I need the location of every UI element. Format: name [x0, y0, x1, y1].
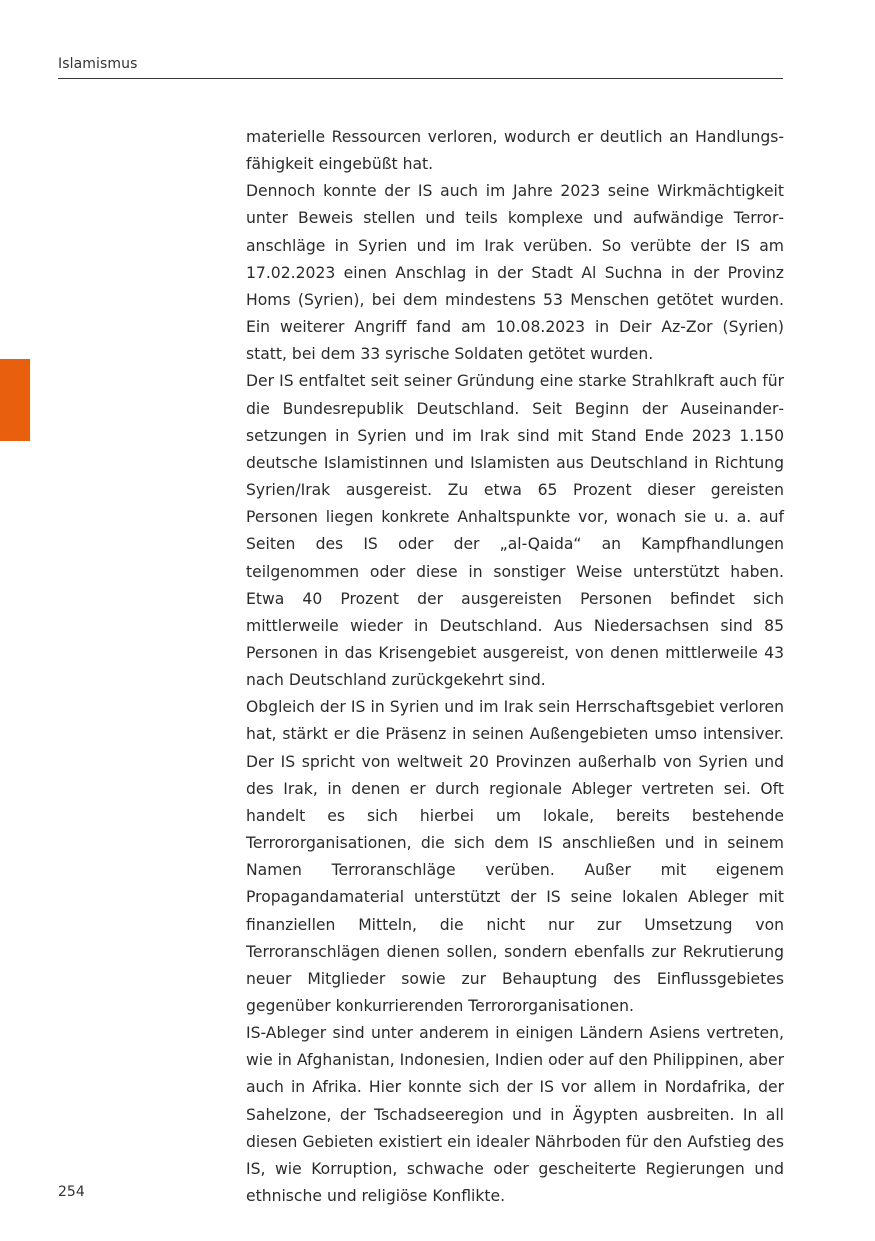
- body-paragraph-2: Dennoch konnte der IS auch im Jahre 2023 seine Wirkmächtigkeit unter Beweis stellen und teils komplexe und aufwändige Terroranschläge in Syrien und im Irak verüben. So verübte der IS am 17.02.2023 einen Anschlag in der Stadt Al Suchna in der Provinz Homs (Syrien), bei dem mindestens 53 Menschen getötet wurden. Ein weiterer Angriff fand am 10.08.2023 in Deir Az-Zor (Syrien) statt, bei dem 33 syrische Soldaten getötet wurden.: [246, 182, 784, 364]
- chapter-side-marker: [0, 359, 30, 441]
- body-paragraph-4: Obgleich der IS in Syrien und im Irak sein Herrschaftsgebiet verloren hat, stärkt er die Präsenz in seinen Außengebieten umso intensiver. Der IS spricht von weltweit 20 Provinzen außerhalb von Syrien und des Irak, in denen er durch regionale Ableger vertreten sei. Oft handelt es sich hierbei um lokale, bereits bestehende Terrororganisationen, die sich dem IS anschließen und in seinem Namen Terroranschläge verüben. Außer mit eigenem Propagandamaterial unterstützt der IS seine lokalen Ableger mit finanziellen Mitteln, die nicht nur zur Umsetzung von Terroranschlägen dienen sollen, sondern ebenfalls zur Rekrutierung neuer Mitglieder sowie zur Behauptung des Einflussgebietes gegenüber konkurrierenden Terrororganisationen.: [246, 698, 784, 1015]
- body-paragraph-1: materielle Ressourcen verloren, wodurch er deutlich an Handlungsfähigkeit eingebüßt hat.: [246, 128, 784, 174]
- running-head-title: Islamismus: [58, 56, 138, 72]
- page-number: 254: [58, 1184, 85, 1200]
- body-paragraph-5: IS-Ableger sind unter anderem in einigen Ländern Asiens vertreten, wie in Afghanistan, Indonesien, Indien oder auf den Philippinen, aber auch in Afrika. Hier konnte sich der IS vor allem in Nordafrika, der Sahelzone, der Tschadseeregion und in Ägypten ausbreiten. In all diesen Gebieten existiert ein idealer Nährboden für den Aufstieg des IS, wie Korruption, schwache oder gescheiterte Regierungen und ethnische und religiöse Konflikte.: [246, 1024, 784, 1206]
- header-rule-divider: [58, 78, 783, 79]
- main-body-text: [246, 124, 784, 1210]
- body-paragraph-3: Der IS entfaltet seit seiner Gründung eine starke Strahlkraft auch für die Bundesrepublik Deutschland. Seit Beginn der Auseinandersetzungen in Syrien und im Irak sind mit Stand Ende 2023 1.150 deutsche Islamistinnen und Islamisten aus Deutschland in Richtung Syrien/Irak ausgereist. Zu etwa 65 Prozent dieser gereisten Personen liegen konkrete Anhaltspunkte vor, wonach sie u. a. auf Seiten des IS oder der „al-Qaida“ an Kampfhandlungen teilgenommen oder diese in sonstiger Weise unterstützt haben. Etwa 40 Prozent der ausgereisten Personen befindet sich mittlerweile wieder in Deutschland. Aus Niedersachsen sind 85 Personen in das Krisengebiet ausgereist, von denen mittlerweile 43 nach Deutschland zurückgekehrt sind.: [246, 372, 784, 690]
